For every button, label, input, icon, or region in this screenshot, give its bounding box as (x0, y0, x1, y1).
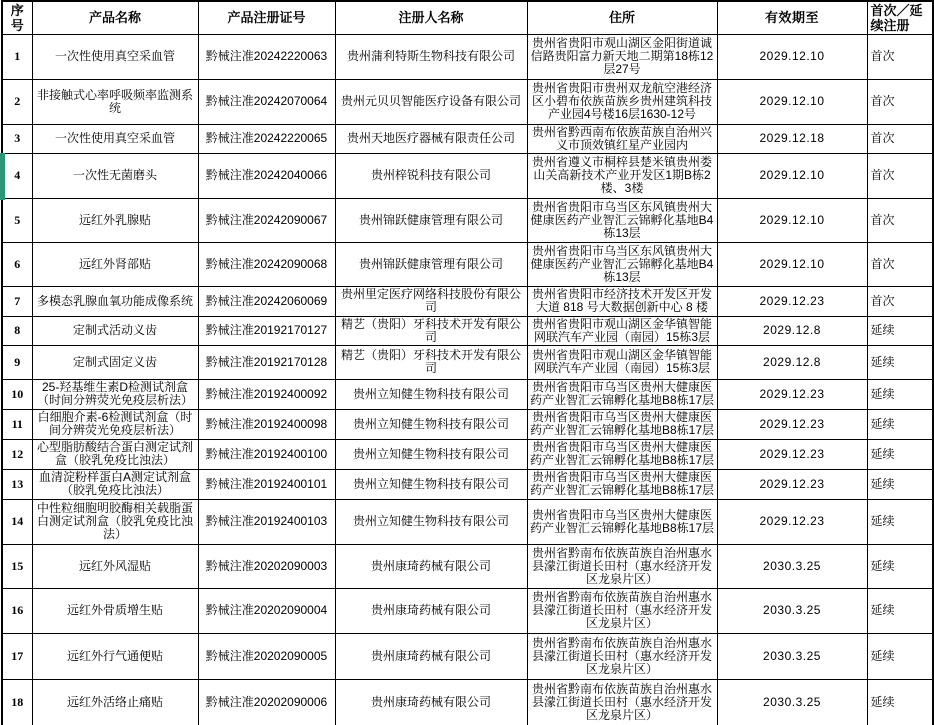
cell-valid-until-text: 2029.12.18 (759, 131, 825, 145)
cell-product-name-text: 血清淀粉样蛋白A测定试剂盒（胶乳免疫比浊法） (38, 470, 191, 497)
cell-registrant-name[interactable] (335, 469, 527, 499)
cell-serial-text: 16 (11, 603, 24, 617)
cell-product-name[interactable] (32, 439, 198, 469)
column-header-address[interactable] (527, 1, 717, 34)
cell-product-name-text: 远红外活络止痛贴 (66, 695, 163, 709)
cell-reg-type[interactable] (867, 198, 933, 242)
cell-product-name[interactable] (32, 379, 198, 409)
cell-address[interactable] (527, 544, 717, 588)
cell-registrant-name-text: 贵州立知健生物科技有限公司 (352, 386, 509, 401)
cell-reg-type[interactable] (867, 153, 933, 198)
column-header-serial[interactable] (2, 1, 32, 34)
cell-address-text: 贵州省黔南布依族苗族自治州惠水县濛江街道长田村（惠水经济开发区龙泉片区） (531, 635, 712, 676)
cell-serial-text: 13 (11, 476, 24, 491)
cell-registrant-name-text: 贵州天地医疗器械有限责任公司 (346, 131, 515, 145)
cell-cert-number-text: 黔械注准20242220065 (205, 131, 328, 145)
cell-reg-type[interactable] (867, 679, 933, 725)
cell-product-name-text: 一次性无菌磨头 (72, 168, 157, 182)
cell-serial-text: 10 (11, 386, 24, 401)
cell-product-name-text: 远红外风湿贴 (78, 558, 151, 573)
cell-reg-type-text: 延续 (870, 603, 895, 617)
cell-valid-until[interactable] (717, 242, 867, 286)
cell-address[interactable] (527, 34, 717, 79)
cell-address[interactable] (527, 153, 717, 198)
cell-product-name[interactable] (32, 34, 198, 79)
cell-valid-until[interactable] (717, 34, 867, 79)
cell-address-text: 贵州省贵阳市经济技术开发区开发大道 818 号大数据创新中心 8 楼 (531, 287, 712, 314)
cell-product-name-text: 定制式固定义齿 (72, 354, 157, 369)
cell-product-name[interactable] (32, 124, 198, 153)
cell-address-text: 贵州省贵阳市乌当区贵州大健康医药产业智汇云锦孵化基地B8栋17层 (529, 380, 715, 407)
cell-serial-text: 7 (14, 293, 21, 308)
cell-address[interactable] (527, 409, 717, 439)
cell-registrant-name-text: 贵州康琦药械有限公司 (370, 603, 491, 617)
column-header-label: 首次／延续注册 (870, 2, 923, 33)
cell-registrant-name-text: 贵州里定医疗网络科技股份有限公司 (340, 287, 521, 314)
cell-serial[interactable] (2, 79, 32, 124)
cell-serial[interactable] (2, 379, 32, 409)
cell-registrant-name-text: 精艺（贵阳）牙科技术开发有限公司 (340, 316, 521, 344)
cell-cert-number-text: 黔械注准20202090006 (205, 695, 328, 709)
cell-cert-number-text: 黔械注准20242070064 (205, 94, 328, 108)
cell-valid-until[interactable] (717, 198, 867, 242)
cell-product-name-text: 心型脂肪酸结合蛋白测定试剂盒（胶乳免疫比浊法） (36, 440, 193, 467)
cell-valid-until-text: 2029.12.8 (763, 323, 821, 337)
cell-valid-until[interactable] (717, 588, 867, 633)
cell-cert-number[interactable] (198, 153, 335, 198)
cell-registrant-name-text: 贵州康琦药械有限公司 (370, 695, 491, 709)
cell-serial-text: 4 (14, 168, 21, 182)
cell-cert-number-text: 黔械注准20192400098 (205, 416, 328, 431)
cell-address[interactable] (527, 316, 717, 345)
cell-serial[interactable] (2, 316, 32, 345)
cell-reg-type-text: 延续 (870, 558, 895, 573)
cell-address[interactable] (527, 345, 717, 379)
cell-address[interactable] (527, 242, 717, 286)
cell-cert-number-text: 黔械注准20242090067 (205, 212, 328, 227)
cell-valid-until[interactable] (717, 153, 867, 198)
table-row (2, 499, 933, 544)
cell-reg-type-text: 延续 (870, 514, 895, 528)
cell-reg-type-text: 首次 (870, 168, 895, 182)
cell-registrant-name[interactable] (335, 439, 527, 469)
cell-address[interactable] (527, 469, 717, 499)
cell-serial[interactable] (2, 153, 32, 198)
cell-address-text: 贵州省贵阳市乌当区贵州大健康医药产业智汇云锦孵化基地B8栋17层 (529, 470, 715, 497)
cell-serial-text: 11 (11, 416, 23, 431)
cell-reg-type[interactable] (867, 499, 933, 544)
cell-valid-until[interactable] (717, 439, 867, 469)
cell-valid-until[interactable] (717, 409, 867, 439)
table-row (2, 124, 933, 153)
medical-device-registration-table (1, 0, 934, 725)
cell-address[interactable] (527, 124, 717, 153)
cell-reg-type-text: 首次 (870, 212, 895, 227)
cell-registrant-name[interactable] (335, 588, 527, 633)
column-header-label: 序号 (10, 2, 24, 33)
cell-valid-until[interactable] (717, 286, 867, 316)
cell-serial-text: 17 (11, 648, 24, 663)
cell-valid-until-text: 2029.12.23 (759, 416, 825, 431)
cell-registrant-name-text: 贵州立知健生物科技有限公司 (352, 476, 509, 491)
cell-registrant-name[interactable] (335, 544, 527, 588)
cell-registrant-name-text: 贵州康琦药械有限公司 (370, 558, 491, 573)
cell-address-text: 贵州省遵义市桐梓县楚米镇贵州娄山关高新技术产业开发区1期B栋2楼、3楼 (531, 155, 712, 195)
cell-valid-until-text: 2029.12.23 (759, 514, 825, 528)
cell-registrant-name[interactable] (335, 34, 527, 79)
cell-cert-number[interactable] (198, 469, 335, 499)
cell-cert-number-text: 黔械注准20192400103 (205, 514, 328, 528)
cell-reg-type-text: 延续 (870, 323, 895, 337)
cell-product-name-text: 中性粒细胞明胶酶相关载脂蛋白测定试剂盒（胶乳免疫比浊法） (36, 501, 193, 541)
cell-serial-text: 18 (11, 695, 24, 709)
cell-product-name[interactable] (32, 679, 198, 725)
cell-registrant-name[interactable] (335, 345, 527, 379)
cell-serial-text: 1 (14, 49, 21, 63)
cell-cert-number[interactable] (198, 379, 335, 409)
cell-serial-text: 5 (14, 212, 21, 227)
cell-address[interactable] (527, 588, 717, 633)
column-header-label: 产品名称 (88, 10, 141, 26)
cell-valid-until-text: 2030.3.25 (763, 558, 821, 573)
table-row (2, 439, 933, 469)
cell-product-name[interactable] (32, 79, 198, 124)
table-row (2, 679, 933, 725)
cell-reg-type[interactable] (867, 286, 933, 316)
table-row (2, 469, 933, 499)
cell-address-text: 贵州省黔南布依族苗族自治州惠水县濛江街道长田村（惠水经济开发区龙泉片区） (531, 590, 712, 630)
cell-registrant-name-text: 贵州立知健生物科技有限公司 (352, 446, 509, 461)
cell-valid-until-text: 2030.3.25 (763, 648, 821, 663)
cell-valid-until-text: 2029.12.23 (759, 476, 825, 491)
column-header-registrant-name[interactable] (335, 1, 527, 34)
cell-reg-type-text: 延续 (870, 446, 895, 461)
cell-reg-type-text: 延续 (870, 386, 895, 401)
table-row (2, 633, 933, 679)
cell-reg-type[interactable] (867, 379, 933, 409)
cell-valid-until-text: 2029.12.23 (759, 446, 825, 461)
cell-address[interactable] (527, 79, 717, 124)
cell-serial[interactable] (2, 588, 32, 633)
cell-product-name-text: 远红外乳腺贴 (78, 212, 151, 227)
cell-reg-type[interactable] (867, 633, 933, 679)
cell-product-name-text: 远红外骨质增生贴 (66, 603, 163, 617)
cell-valid-until[interactable] (717, 79, 867, 124)
table-row (2, 409, 933, 439)
cell-cert-number-text: 黔械注准20192400101 (205, 476, 328, 491)
cell-valid-until[interactable] (717, 316, 867, 345)
cell-reg-type-text: 延续 (870, 354, 895, 369)
cell-registrant-name-text: 贵州立知健生物科技有限公司 (352, 514, 509, 528)
cell-address-text: 贵州省黔南布依族苗族自治州惠水县濛江街道长田村（惠水经济开发区龙泉片区） (531, 545, 712, 586)
cell-product-name-text: 白细胞介素-6检测试剂盒（时间分辨荧光免疫层析法） (37, 410, 193, 437)
cell-serial[interactable] (2, 286, 32, 316)
cell-serial[interactable] (2, 198, 32, 242)
cell-cert-number[interactable] (198, 286, 335, 316)
cell-registrant-name[interactable] (335, 679, 527, 725)
cell-product-name-text: 25-羟基维生素D检测试剂盒（时间分辨荧光免疫层析法） (36, 380, 193, 407)
table-row (2, 588, 933, 633)
cell-serial[interactable] (2, 439, 32, 469)
cell-reg-type[interactable] (867, 316, 933, 345)
cell-address-text: 贵州省贵阳市观山湖区金华镇智能网联汽车产业园（南园）15栋3层 (531, 316, 712, 344)
cell-serial[interactable] (2, 409, 32, 439)
cell-valid-until[interactable] (717, 469, 867, 499)
cell-cert-number[interactable] (198, 439, 335, 469)
cell-reg-type[interactable] (867, 242, 933, 286)
cell-address[interactable] (527, 379, 717, 409)
cell-cert-number-text: 黔械注准20192170128 (205, 354, 328, 369)
cell-product-name-text: 定制式活动义齿 (72, 323, 157, 337)
cell-product-name[interactable] (32, 153, 198, 198)
cell-registrant-name[interactable] (335, 409, 527, 439)
cell-valid-until[interactable] (717, 679, 867, 725)
cell-serial[interactable] (2, 34, 32, 79)
cell-serial[interactable] (2, 544, 32, 588)
cell-reg-type-text: 延续 (870, 648, 895, 663)
cell-cert-number-text: 黔械注准20202090004 (205, 603, 328, 617)
cell-registrant-name[interactable] (335, 286, 527, 316)
cell-cert-number[interactable] (198, 499, 335, 544)
cell-serial[interactable] (2, 242, 32, 286)
cell-cert-number[interactable] (198, 316, 335, 345)
column-header-product-name[interactable] (32, 1, 198, 34)
cell-registrant-name[interactable] (335, 79, 527, 124)
cell-product-name-text: 一次性使用真空采血管 (54, 131, 175, 145)
cell-valid-until[interactable] (717, 544, 867, 588)
cell-reg-type[interactable] (867, 124, 933, 153)
cell-cert-number[interactable] (198, 345, 335, 379)
cell-reg-type[interactable] (867, 469, 933, 499)
cell-valid-until[interactable] (717, 345, 867, 379)
cell-cert-number[interactable] (198, 124, 335, 153)
cell-registrant-name[interactable] (335, 316, 527, 345)
cell-serial-text: 6 (14, 256, 21, 271)
cell-registrant-name[interactable] (335, 379, 527, 409)
cell-address-text: 贵州省贵阳市乌当区贵州大健康医药产业智汇云锦孵化基地B8栋17层 (529, 507, 715, 535)
cell-valid-until-text: 2029.12.10 (759, 94, 825, 108)
cell-serial-text: 14 (11, 514, 24, 528)
cell-serial[interactable] (2, 345, 32, 379)
cell-address-text: 贵州省贵阳市贵州双龙航空港经济区小碧布依族苗族乡贵州建筑科技产业园4号楼16层1630-12号 (531, 81, 712, 121)
cell-cert-number-text: 黔械注准20192400100 (205, 446, 328, 461)
column-header-valid-until[interactable] (717, 1, 867, 34)
cell-product-name[interactable] (32, 345, 198, 379)
cell-reg-type-text: 延续 (870, 416, 895, 431)
cell-valid-until-text: 2029.12.10 (759, 256, 825, 271)
column-header-cert-number[interactable] (198, 1, 335, 34)
column-header-label: 产品注册证号 (227, 10, 306, 26)
cell-cert-number-text: 黔械注准20242090068 (205, 256, 328, 271)
cell-cert-number[interactable] (198, 34, 335, 79)
cell-reg-type[interactable] (867, 345, 933, 379)
cell-registrant-name-text: 贵州锦跃健康管理有限公司 (358, 256, 503, 271)
cell-valid-until-text: 2029.12.23 (759, 293, 825, 308)
cell-product-name[interactable] (32, 499, 198, 544)
cell-cert-number[interactable] (198, 198, 335, 242)
table-row (2, 316, 933, 345)
cell-valid-until-text: 2029.12.23 (759, 386, 825, 401)
cell-product-name[interactable] (32, 409, 198, 439)
cell-reg-type[interactable] (867, 588, 933, 633)
cell-address-text: 贵州省贵阳市观山湖区金阳街道诚信路贵阳富力新天地二期第18栋12层27号 (530, 36, 714, 76)
table-row (2, 242, 933, 286)
cell-registrant-name-text: 贵州梓锐科技有限公司 (370, 168, 491, 182)
cell-product-name[interactable] (32, 633, 198, 679)
column-header-label: 注册人名称 (398, 10, 464, 26)
cell-valid-until[interactable] (717, 124, 867, 153)
cell-reg-type-text: 首次 (870, 256, 895, 271)
cell-cert-number[interactable] (198, 588, 335, 633)
cell-cert-number[interactable] (198, 242, 335, 286)
cell-serial[interactable] (2, 633, 32, 679)
cell-registrant-name-text: 贵州蒲利特斯生物科技有限公司 (346, 49, 515, 63)
column-header-label: 有效期至 (764, 10, 819, 26)
cell-reg-type[interactable] (867, 544, 933, 588)
cell-cert-number[interactable] (198, 409, 335, 439)
cell-serial-text: 12 (11, 446, 24, 461)
row-selection-indicator (0, 153, 5, 200)
cell-cert-number-text: 黔械注准20202090003 (205, 558, 328, 573)
cell-serial-text: 8 (14, 323, 21, 337)
cell-reg-type-text: 首次 (870, 293, 895, 308)
cell-reg-type[interactable] (867, 34, 933, 79)
cell-product-name-text: 多模态乳腺血氧功能成像系统 (36, 293, 193, 308)
cell-reg-type[interactable] (867, 79, 933, 124)
cell-reg-type-text: 首次 (870, 94, 895, 108)
table-row (2, 379, 933, 409)
cell-reg-type[interactable] (867, 409, 933, 439)
cell-product-name-text: 远红外行气通便贴 (66, 648, 163, 663)
cell-reg-type-text: 首次 (870, 131, 895, 145)
cell-product-name[interactable] (32, 588, 198, 633)
cell-cert-number[interactable] (198, 79, 335, 124)
cell-valid-until[interactable] (717, 379, 867, 409)
table-row (2, 345, 933, 379)
cell-registrant-name[interactable] (335, 499, 527, 544)
table-row (2, 34, 933, 79)
cell-valid-until-text: 2029.12.8 (763, 354, 821, 369)
cell-address[interactable] (527, 679, 717, 725)
cell-address-text: 贵州省贵阳市乌当区东风镇贵州大健康医药产业智汇云锦孵化基地B4栋13层 (530, 243, 714, 284)
table-row (2, 286, 933, 316)
cell-product-name[interactable] (32, 286, 198, 316)
cell-registrant-name-text: 贵州康琦药械有限公司 (370, 648, 491, 663)
cell-valid-until[interactable] (717, 499, 867, 544)
cell-address-text: 贵州省黔西南布依族苗族自治州兴义市顶效镇红星产业园内 (531, 124, 712, 152)
table-row (2, 153, 933, 198)
cell-product-name-text: 非接触式心率呼吸频率监测系统 (36, 87, 193, 115)
cell-valid-until-text: 2029.12.10 (759, 212, 825, 227)
table-header-row (2, 1, 933, 34)
cell-reg-type[interactable] (867, 439, 933, 469)
cell-product-name-text: 远红外肾部贴 (78, 256, 151, 271)
cell-registrant-name[interactable] (335, 198, 527, 242)
cell-address[interactable] (527, 198, 717, 242)
cell-valid-until-text: 2030.3.25 (763, 603, 821, 617)
table-row (2, 198, 933, 242)
cell-registrant-name[interactable] (335, 153, 527, 198)
table-row (2, 79, 933, 124)
column-header-label: 住所 (608, 10, 635, 26)
cell-serial[interactable] (2, 679, 32, 725)
cell-address-text: 贵州省贵阳市乌当区贵州大健康医药产业智汇云锦孵化基地B8栋17层 (529, 440, 715, 467)
cell-reg-type-text: 延续 (870, 695, 895, 709)
cell-cert-number[interactable] (198, 544, 335, 588)
cell-cert-number-text: 黔械注准20242060069 (205, 293, 328, 308)
cell-serial-text: 2 (14, 94, 21, 108)
cell-registrant-name-text: 贵州锦跃健康管理有限公司 (358, 212, 503, 227)
cell-address[interactable] (527, 286, 717, 316)
cell-address[interactable] (527, 633, 717, 679)
cell-cert-number[interactable] (198, 633, 335, 679)
cell-address-text: 贵州省贵阳市乌当区东风镇贵州大健康医药产业智汇云锦孵化基地B4栋13层 (530, 199, 714, 240)
cell-product-name[interactable] (32, 242, 198, 286)
cell-product-name[interactable] (32, 198, 198, 242)
cell-valid-until-text: 2030.3.25 (763, 695, 821, 709)
cell-valid-until-text: 2029.12.10 (759, 49, 825, 63)
cell-cert-number-text: 黔械注准20242040066 (205, 168, 328, 182)
cell-serial[interactable] (2, 499, 32, 544)
cell-registrant-name-text: 贵州立知健生物科技有限公司 (352, 416, 509, 431)
column-header-reg-type[interactable] (867, 1, 933, 34)
cell-valid-until[interactable] (717, 633, 867, 679)
cell-address[interactable] (527, 439, 717, 469)
cell-registrant-name[interactable] (335, 633, 527, 679)
cell-registrant-name-text: 贵州元贝贝智能医疗设备有限公司 (340, 94, 521, 108)
cell-reg-type-text: 延续 (870, 476, 895, 491)
cell-cert-number-text: 黔械注准20192170127 (205, 323, 328, 337)
cell-serial-text: 3 (14, 131, 21, 145)
table-row (2, 544, 933, 588)
cell-cert-number-text: 黔械注准20242220063 (205, 49, 328, 63)
cell-registrant-name-text: 精艺（贵阳）牙科技术开发有限公司 (340, 348, 521, 375)
cell-address-text: 贵州省贵阳市观山湖区金华镇智能网联汽车产业园（南园）15栋3层 (531, 348, 712, 375)
cell-serial-text: 15 (11, 558, 24, 573)
cell-serial[interactable] (2, 124, 32, 153)
cell-reg-type-text: 首次 (870, 49, 895, 63)
cell-serial-text: 9 (14, 354, 21, 369)
cell-registrant-name[interactable] (335, 124, 527, 153)
cell-product-name[interactable] (32, 469, 198, 499)
cell-product-name[interactable] (32, 316, 198, 345)
cell-serial[interactable] (2, 469, 32, 499)
cell-cert-number-text: 黔械注准20192400092 (205, 386, 328, 401)
cell-address-text: 贵州省贵阳市乌当区贵州大健康医药产业智汇云锦孵化基地B8栋17层 (529, 410, 715, 437)
cell-valid-until-text: 2029.12.10 (759, 168, 825, 182)
cell-cert-number[interactable] (198, 679, 335, 725)
cell-address[interactable] (527, 499, 717, 544)
cell-registrant-name[interactable] (335, 242, 527, 286)
cell-cert-number-text: 黔械注准20202090005 (205, 648, 328, 663)
cell-product-name-text: 一次性使用真空采血管 (54, 49, 175, 63)
cell-address-text: 贵州省黔南布依族苗族自治州惠水县濛江街道长田村（惠水经济开发区龙泉片区） (531, 682, 712, 722)
cell-product-name[interactable] (32, 544, 198, 588)
